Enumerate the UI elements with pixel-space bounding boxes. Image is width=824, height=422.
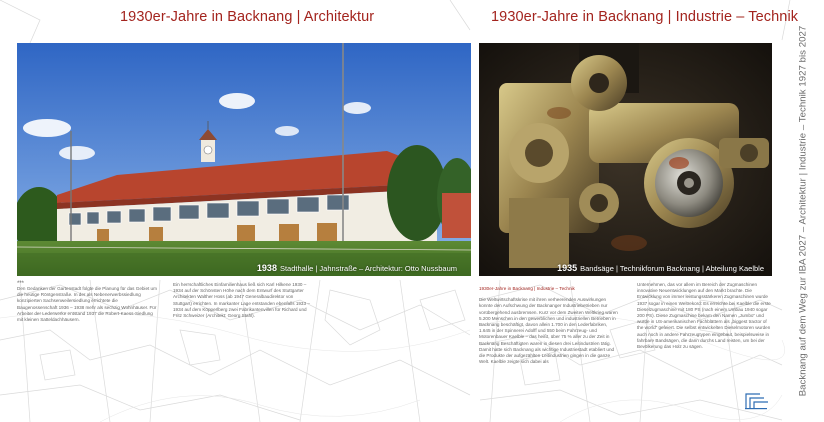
left-caption-year: 1938 — [256, 263, 277, 273]
right-page-title: 1930er-Jahre in Backnang | Industrie – Technik — [491, 9, 799, 25]
column-4-paragraph: Unternehmen, das vor allem im Bereich der Zugmaschinen innovative Neuentwicklungen auf den Markt brachte. Die Entwicklung von immer leistungsstärkeren Zugmaschinen wurde 1937 sogar in einen Weltrekord: Es erreichte bei Kaelble die erste Dieselzugmaschine mit 180 PS (nach einem Umbau 1940 sogar 200 PS). Diese Zugmaschine bekam den Namen „Jumbo“ und wurde in US-amerikanischen Fachblättern als „biggest tractor of the world“ gefeiert. Die selbst entwickelten Dieselmotoren wurden auch noch in andere Fahrzeugtypen eingebaut, beispielsweise in fahrbare Bandsägen, die dann durchs Land reisten, um bei der Bevölkerung das Holz zu sägen. — [637, 282, 771, 350]
side-banner-text: Backnang auf dem Weg zur IBA 2027 – Architektur | Industrie – Technik 1927 bis 2027 — [797, 25, 809, 397]
column-2-paragraph: Ein herrschaftliches Einfamilienhaus ließ sich Karl Hilkene 1930 – 1934 auf der Schönsten Höhe nach dem Entwurf des Stuttgarter Architekten Walther Hoss (ab 1947 Generalbaudirektor von Stuttgart) errichten. In markanter Lage entstanden ebenfalls 1933 – 1934 auf dem Köpperlberg zwei Fabrikantenvillen für Richard und Fritz Schweizer (Architekt: Georg Stahl). — [173, 282, 310, 319]
stadthalle-photo — [17, 43, 471, 276]
right-photo-caption — [557, 263, 764, 273]
left-caption-text: Stadthalle | Jahnstraße – Architektur: Otto Nussbaum — [279, 264, 457, 273]
bandsaege-photo — [479, 43, 772, 276]
column-3-subheading: 1930er-Jahre in Backnang | Industrie – Technik — [479, 286, 575, 291]
side-banner — [782, 0, 824, 422]
logo-icon — [742, 388, 770, 412]
text-column-2 — [173, 282, 313, 322]
right-caption-year: 1935 — [557, 263, 578, 273]
right-caption-text: Bandsäge | Technikforum Backnang | Abteilung Kaelble — [580, 264, 764, 273]
section-marker: *** — [17, 281, 25, 287]
left-page-title: 1930er-Jahre in Backnang | Architektur — [120, 9, 375, 25]
column-3-paragraph: Die Weltwirtschaftskrise mit ihren verheerenden Auswirkungen konnte den Aufschwung der Backnanger Industriebetrieben nur vorübergehend ausbremsen. Kurz vor dem Zweiten Weltkrieg waren 5.200 Menschen in den gewerblichen und industriellen Betrieben in Backnang beschäftigt, davon allein 1.700 in den Lederfabriken, 1.645 in der Spinnerei Adolff und 550 beim Fahrzeug- und Motorenbauer Kaelble – das heißt, über 75 % aller zu der Zeit in Backnang Beschäftigten waren in diesen drei Leitindustrien tätig. Damit hatte sich Backnang als wichtige Industriestadt etabliert und die Produkte der aufgezählten Leitindustrien gingen in die ganze Welt. Kaelble zeigte sich dabei als — [479, 297, 618, 365]
text-column-4 — [637, 282, 772, 353]
column-1-paragraph: Den Gedanken der Gartenstadt folgte die Planung für das Gebiet um die heutige Röntgenstraße. In der als Nebenerwerbssiedlung konzipierten Sachsenweilersiedlung errichtete die Baugenossenschaft 1936 – 1938 mehr als sechzig Wohnhäuser. Für Arbeiter der Lederwerke entstand 1937 die Robert-Kaess-Siedlung mit kleinen Satteldachhäusern. — [17, 286, 157, 323]
text-column-1 — [17, 286, 157, 326]
left-photo-caption — [257, 263, 457, 273]
text-column-3 — [479, 286, 619, 368]
